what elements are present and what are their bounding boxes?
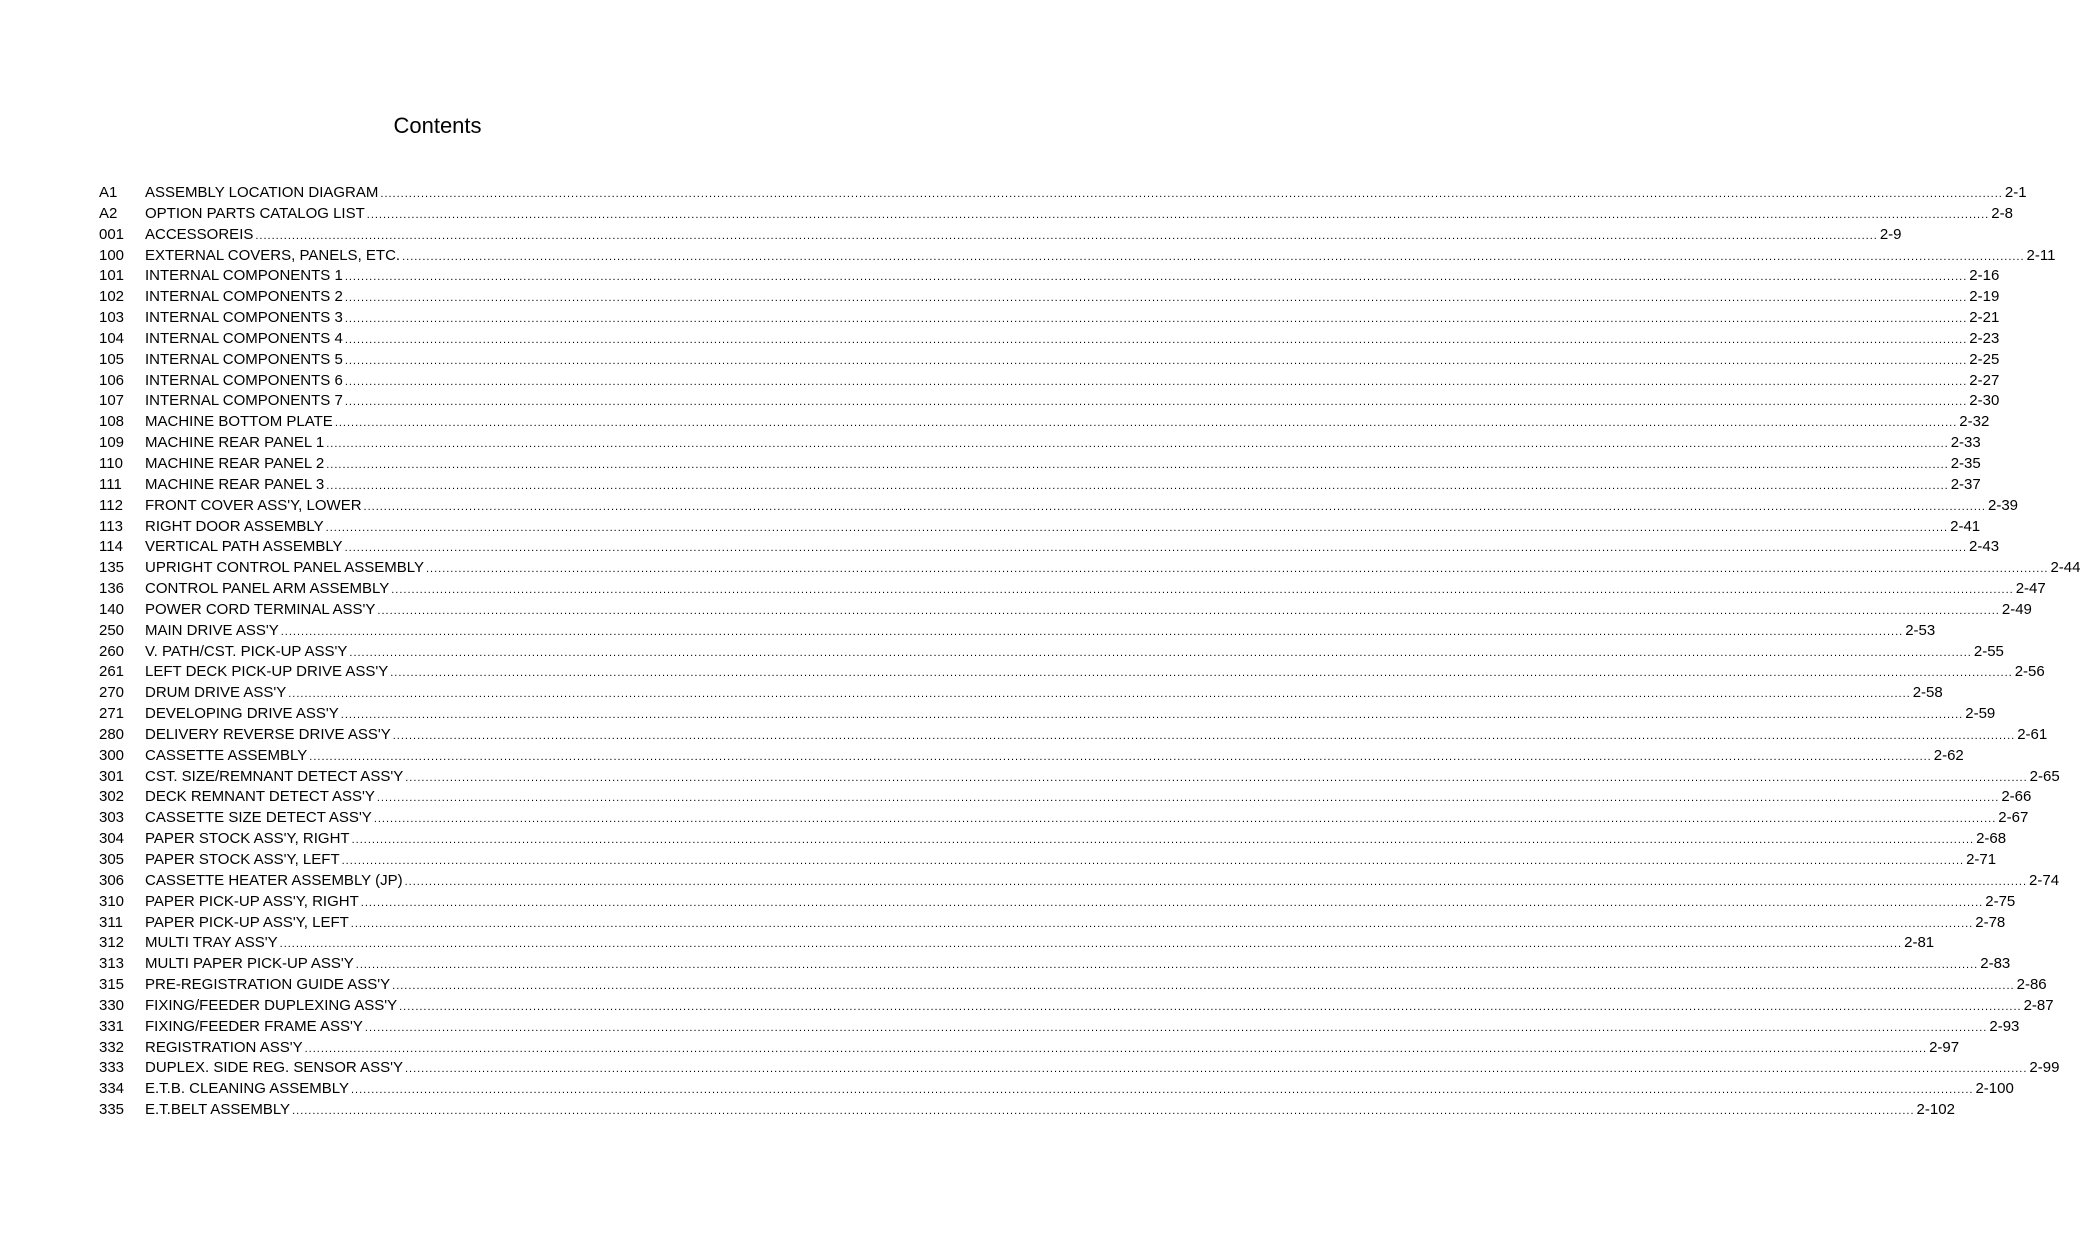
toc-entry-page-number: 2-62 [1933, 746, 1964, 764]
toc-entry[interactable] [99, 475, 1981, 496]
toc-entry[interactable] [99, 683, 1943, 704]
toc-entry-code: 270 [99, 684, 125, 702]
toc-entry[interactable] [99, 517, 1981, 538]
toc-entry-page-number: 2-61 [2017, 725, 2048, 743]
toc-entry-title: CONTROL PANEL ARM ASSEMBLY [145, 580, 390, 598]
toc-entry[interactable] [99, 412, 1990, 433]
toc-dot-leader: ................................................................................................................................................................................................................................................................................................................................................................................................................ [340, 709, 1964, 722]
toc-entry-title: PAPER STOCK ASS'Y, RIGHT [145, 830, 350, 848]
toc-entry-title: CASSETTE HEATER ASSEMBLY (JP) [145, 871, 403, 889]
toc-entry-page-number: 2-44 [2050, 559, 2080, 577]
toc-entry-title: UPRIGHT CONTROL PANEL ASSEMBLY [145, 559, 424, 577]
toc-entry-page-number: 2-8 [1991, 204, 2013, 222]
toc-dot-leader: ................................................................................................................................................................................................................................................................................................................................................................................................................ [380, 188, 2003, 200]
toc-dot-leader: ................................................................................................................................................................................................................................................................................................................................................................................................................ [404, 875, 2028, 888]
toc-entry[interactable] [99, 725, 2048, 746]
toc-entry[interactable] [99, 642, 2004, 663]
toc-entry-title: LEFT DECK PICK-UP DRIVE ASS'Y [145, 663, 389, 681]
toc-entry-code: 312 [99, 934, 125, 952]
toc-entry[interactable] [99, 1017, 2020, 1038]
toc-entry-page-number: 2-58 [1912, 684, 1943, 702]
toc-entry-page-number: 2-74 [2029, 871, 2060, 889]
toc-entry[interactable] [99, 391, 2000, 412]
toc-dot-leader: ................................................................................................................................................................................................................................................................................................................................................................................................................ [363, 500, 1986, 513]
toc-dot-leader: ................................................................................................................................................................................................................................................................................................................................................................................................................ [280, 625, 1904, 638]
toc-entry-title: ASSEMBLY LOCATION DIAGRAM [145, 184, 379, 201]
toc-entry[interactable] [99, 1058, 2060, 1079]
toc-entry-code: 114 [99, 538, 123, 556]
toc-entry-title: POWER CORD TERMINAL ASS'Y [145, 600, 376, 618]
toc-entry-title: PAPER STOCK ASS'Y, LEFT [145, 851, 340, 868]
toc-entry[interactable] [99, 433, 1981, 454]
toc-entry-title: DEVELOPING DRIVE ASS'Y [145, 705, 339, 723]
toc-entry-code: 306 [99, 871, 125, 889]
toc-dot-leader: ................................................................................................................................................................................................................................................................................................................................................................................................................ [425, 563, 2049, 576]
toc-entry-title: MACHINE REAR PANEL 1 [145, 434, 325, 452]
toc-entry-code: 109 [99, 434, 125, 452]
toc-entry-page-number: 2-71 [1966, 851, 1997, 868]
toc-entry-code: 260 [99, 642, 125, 660]
toc-entry-page-number: 2-9 [1879, 225, 1902, 243]
toc-entry-title: OPTION PARTS CATALOG LIST [145, 204, 365, 222]
toc-entry-code: 106 [99, 371, 125, 389]
toc-entry-title: RIGHT DOOR ASSEMBLY [145, 517, 324, 535]
toc-entry-title: E.T.B. CLEANING ASSEMBLY [145, 1080, 349, 1098]
toc-dot-leader: ................................................................................................................................................................................................................................................................................................................................................................................................................ [344, 396, 1968, 409]
toc-dot-leader: ................................................................................................................................................................................................................................................................................................................................................................................................................ [402, 250, 2025, 263]
toc-entry-page-number: 2-97 [1929, 1038, 1960, 1056]
toc-entry[interactable] [99, 308, 2000, 329]
toc-entry[interactable] [99, 600, 2032, 621]
toc-entry-page-number: 2-65 [2029, 767, 2060, 785]
toc-entry-title: CST. SIZE/REMNANT DETECT ASS'Y [145, 767, 404, 785]
toc-entry[interactable] [99, 996, 2054, 1017]
page-title: Contents [393, 113, 482, 138]
toc-dot-leader: ................................................................................................................................................................................................................................................................................................................................................................................................................ [309, 750, 1932, 763]
toc-entry-code: 330 [99, 996, 125, 1014]
toc-entry-page-number: 2-86 [2016, 976, 2047, 994]
toc-dot-leader: ................................................................................................................................................................................................................................................................................................................................................................................................................ [350, 1084, 1974, 1097]
toc-entry[interactable] [99, 350, 2000, 371]
toc-entry-title: EXTERNAL COVERS, PANELS, ETC. [145, 246, 401, 264]
toc-dot-leader: ................................................................................................................................................................................................................................................................................................................................................................................................................ [391, 584, 2014, 597]
toc-entry-page-number: 2-39 [1988, 496, 2019, 514]
toc-dot-leader: ................................................................................................................................................................................................................................................................................................................................................................................................................ [334, 417, 1958, 430]
toc-entry-title: MULTI TRAY ASS'Y [145, 934, 278, 952]
toc-dot-leader: ................................................................................................................................................................................................................................................................................................................................................................................................................ [404, 1063, 2028, 1076]
toc-entry[interactable] [99, 454, 1981, 475]
toc-entry-code: 303 [99, 809, 125, 827]
toc-entry-code: 112 [99, 496, 123, 514]
toc-entry-page-number: 2-30 [1969, 392, 2000, 410]
toc-entry-page-number: 2-23 [1969, 329, 2000, 347]
toc-dot-leader: ................................................................................................................................................................................................................................................................................................................................................................................................................ [326, 438, 1949, 451]
toc-entry-page-number: 2-35 [1950, 454, 1981, 472]
toc-dot-leader: ................................................................................................................................................................................................................................................................................................................................................................................................................ [350, 917, 1974, 930]
toc-entry-code: 311 [99, 913, 123, 931]
toc-dot-leader: ................................................................................................................................................................................................................................................................................................................................................................................................................ [355, 959, 1979, 972]
toc-entry[interactable] [99, 829, 2007, 850]
toc-entry[interactable] [99, 558, 2080, 579]
toc-dot-leader: ................................................................................................................................................................................................................................................................................................................................................................................................................ [349, 646, 1972, 659]
toc-entry-page-number: 2-33 [1950, 434, 1981, 452]
toc-entry-page-number: 2-49 [2001, 600, 2032, 618]
toc-entry[interactable] [99, 808, 2029, 829]
toc-entry-page-number: 2-41 [1950, 517, 1981, 535]
toc-entry-page-number: 2-21 [1969, 309, 2000, 327]
toc-entry-title: INTERNAL COMPONENTS 6 [145, 371, 343, 389]
toc-entry-page-number: 2-25 [1969, 350, 2000, 368]
toc-entry[interactable] [99, 913, 2006, 934]
toc-entry-code: 001 [99, 225, 125, 243]
toc-entry-page-number: 2-100 [1975, 1080, 2014, 1098]
toc-entry-code: 310 [99, 892, 125, 910]
toc-dot-leader: ................................................................................................................................................................................................................................................................................................................................................................................................................ [344, 542, 1968, 555]
toc-entry-page-number: 2-87 [2023, 996, 2054, 1014]
toc-entry-code: 271 [99, 705, 125, 723]
toc-entry-page-number: 2-81 [1904, 934, 1935, 952]
toc-entry-code: 108 [99, 413, 125, 431]
toc-entry-code: 135 [99, 559, 125, 577]
toc-entry-title: MULTI PAPER PICK-UP ASS'Y [145, 955, 354, 973]
toc-entry[interactable] [99, 954, 2011, 975]
toc-entry-page-number: 2-32 [1959, 413, 1990, 431]
toc-entry-page-number: 2-16 [1969, 267, 2000, 285]
toc-entry-code: 103 [99, 309, 125, 327]
toc-entry-page-number: 2-66 [2001, 788, 2032, 806]
toc-dot-leader: ................................................................................................................................................................................................................................................................................................................................................................................................................ [376, 792, 2000, 805]
toc-entry[interactable] [99, 496, 2019, 517]
toc-entry-page-number: 2-55 [1973, 642, 2004, 660]
toc-entry-page-number: 2-1 [2004, 184, 2027, 201]
toc-entry[interactable] [99, 746, 1964, 767]
toc-entry[interactable] [99, 183, 2027, 204]
toc-entry[interactable] [99, 1038, 1960, 1059]
toc-entry[interactable] [99, 704, 1996, 725]
toc-entry[interactable] [99, 329, 2000, 350]
toc-dot-leader: ................................................................................................................................................................................................................................................................................................................................................................................................................ [325, 521, 1949, 534]
toc-entry-title: REGISTRATION ASS'Y [145, 1038, 303, 1056]
toc-dot-leader: ................................................................................................................................................................................................................................................................................................................................................................................................................ [390, 667, 2013, 680]
toc-entry-code: 102 [99, 288, 125, 306]
toc-entry-page-number: 2-75 [1985, 892, 2016, 910]
toc-entry-title: FIXING/FEEDER FRAME ASS'Y [145, 1017, 363, 1035]
toc-dot-leader: ................................................................................................................................................................................................................................................................................................................................................................................................................ [344, 375, 1968, 388]
toc-entry-page-number: 2-53 [1905, 621, 1936, 639]
toc-entry-page-number: 2-67 [1998, 809, 2029, 827]
toc-entry-code: 300 [99, 746, 125, 764]
toc-dot-leader: ................................................................................................................................................................................................................................................................................................................................................................................................................ [326, 479, 1949, 492]
toc-entry-code: 105 [99, 350, 125, 368]
toc-entry-page-number: 2-102 [1916, 1101, 1955, 1119]
table-of-contents [99, 183, 2080, 1121]
toc-entry-code: 110 [99, 454, 123, 472]
toc-entry[interactable] [99, 1100, 1955, 1121]
toc-dot-leader: ................................................................................................................................................................................................................................................................................................................................................................................................................ [344, 354, 1968, 367]
toc-entry-code: 332 [99, 1038, 125, 1056]
toc-dot-leader: ................................................................................................................................................................................................................................................................................................................................................................................................................ [344, 292, 1968, 305]
toc-entry-title: CASSETTE SIZE DETECT ASS'Y [145, 809, 372, 827]
toc-entry[interactable] [99, 246, 2056, 267]
toc-entry-title: INTERNAL COMPONENTS 4 [145, 329, 343, 347]
toc-entry[interactable] [99, 871, 2060, 892]
toc-entry-title: CASSETTE ASSEMBLY [145, 746, 308, 764]
toc-dot-leader: ................................................................................................................................................................................................................................................................................................................................................................................................................ [392, 729, 2016, 742]
toc-entry-title: VERTICAL PATH ASSEMBLY [145, 538, 343, 556]
toc-entry-title: DUPLEX. SIDE REG. SENSOR ASS'Y [145, 1059, 403, 1077]
toc-entry-code: 101 [99, 267, 125, 285]
toc-entry-title: V. PATH/CST. PICK-UP ASS'Y [145, 642, 348, 660]
toc-entry-code: 140 [99, 600, 125, 618]
toc-entry-page-number: 2-47 [2015, 580, 2046, 598]
toc-dot-leader: ................................................................................................................................................................................................................................................................................................................................................................................................................ [405, 771, 2028, 784]
toc-entry-code: 315 [99, 976, 125, 994]
toc-dot-leader: ................................................................................................................................................................................................................................................................................................................................................................................................................ [360, 896, 1984, 909]
toc-entry[interactable] [99, 850, 1997, 871]
toc-entry-code: 100 [99, 246, 125, 264]
toc-entry-page-number: 2-59 [1965, 705, 1996, 723]
toc-dot-leader: ................................................................................................................................................................................................................................................................................................................................................................................................................ [399, 1000, 2022, 1013]
toc-entry-page-number: 2-78 [1975, 913, 2006, 931]
toc-entry-title: FIXING/FEEDER DUPLEXING ASS'Y [145, 996, 398, 1014]
toc-entry-page-number: 2-43 [1969, 538, 2000, 556]
toc-entry[interactable] [99, 287, 2000, 308]
toc-dot-leader: ................................................................................................................................................................................................................................................................................................................................................................................................................ [326, 458, 1949, 471]
toc-entry-title: INTERNAL COMPONENTS 1 [145, 267, 343, 285]
toc-entry-code: 335 [99, 1101, 125, 1119]
toc-entry-title: MACHINE REAR PANEL 2 [145, 454, 325, 472]
toc-dot-leader: ................................................................................................................................................................................................................................................................................................................................................................................................................ [292, 1105, 1915, 1118]
toc-entry[interactable] [99, 204, 2013, 225]
toc-entry-page-number: 2-27 [1969, 371, 2000, 389]
toc-entry-code: 113 [99, 517, 123, 535]
toc-dot-leader: ................................................................................................................................................................................................................................................................................................................................................................................................................ [344, 271, 1968, 284]
toc-entry-page-number: 2-19 [1969, 288, 2000, 306]
toc-entry-title: INTERNAL COMPONENTS 5 [145, 350, 343, 368]
toc-dot-leader: ................................................................................................................................................................................................................................................................................................................................................................................................................ [255, 229, 1878, 242]
toc-entry-title: PAPER PICK-UP ASS'Y, RIGHT [145, 892, 359, 910]
toc-entry-code: A2 [99, 204, 118, 222]
toc-entry-title: MACHINE BOTTOM PLATE [145, 413, 333, 431]
toc-entry-title: FRONT COVER ASS'Y, LOWER [145, 496, 362, 514]
toc-dot-leader: ................................................................................................................................................................................................................................................................................................................................................................................................................ [377, 604, 2000, 617]
toc-entry-page-number: 2-99 [2029, 1059, 2060, 1077]
toc-entry[interactable] [99, 579, 2046, 600]
toc-entry[interactable] [99, 933, 1935, 954]
toc-entry[interactable] [99, 371, 2000, 392]
toc-entry-code: 136 [99, 580, 125, 598]
toc-entry[interactable] [99, 621, 1936, 642]
toc-entry-code: 333 [99, 1059, 125, 1077]
toc-entry[interactable] [99, 266, 2000, 287]
toc-dot-leader: ................................................................................................................................................................................................................................................................................................................................................................................................................ [344, 313, 1968, 326]
toc-dot-leader: ................................................................................................................................................................................................................................................................................................................................................................................................................ [344, 333, 1968, 346]
toc-entry-code: 304 [99, 830, 125, 848]
toc-entry-code: 313 [99, 955, 125, 973]
toc-dot-leader: ................................................................................................................................................................................................................................................................................................................................................................................................................ [364, 1021, 1988, 1034]
toc-entry-code: 107 [99, 392, 125, 410]
toc-entry-code: A1 [99, 184, 118, 201]
toc-dot-leader: ................................................................................................................................................................................................................................................................................................................................................................................................................ [366, 208, 1990, 221]
toc-entry-title: MACHINE REAR PANEL 3 [145, 475, 325, 493]
toc-entry[interactable] [99, 225, 1902, 246]
toc-entry-title: INTERNAL COMPONENTS 7 [145, 392, 343, 410]
toc-dot-leader: ................................................................................................................................................................................................................................................................................................................................................................................................................ [304, 1042, 1928, 1055]
toc-entry-title: MAIN DRIVE ASS'Y [145, 621, 279, 639]
toc-entry-title: DRUM DRIVE ASS'Y [145, 684, 287, 702]
toc-dot-leader: ................................................................................................................................................................................................................................................................................................................................................................................................................ [341, 855, 1965, 867]
toc-entry[interactable] [99, 1079, 2014, 1100]
toc-entry[interactable] [99, 537, 2000, 558]
toc-dot-leader: ................................................................................................................................................................................................................................................................................................................................................................................................................ [373, 813, 1997, 826]
toc-entry[interactable] [99, 767, 2060, 788]
toc-entry[interactable] [99, 975, 2047, 996]
toc-entry-title: ACCESSOREIS [145, 225, 254, 243]
toc-entry-page-number: 2-37 [1950, 475, 1981, 493]
toc-entry-code: 280 [99, 725, 125, 743]
toc-entry[interactable] [99, 662, 2045, 683]
toc-entry-title: PRE-REGISTRATION GUIDE ASS'Y [145, 976, 391, 994]
toc-entry-title: DELIVERY REVERSE DRIVE ASS'Y [145, 725, 391, 743]
toc-entry-title: PAPER PICK-UP ASS'Y, LEFT [145, 913, 349, 931]
toc-entry-code: 302 [99, 788, 125, 806]
toc-entry-page-number: 2-83 [1980, 955, 2011, 973]
toc-entry-title: E.T.BELT ASSEMBLY [145, 1101, 291, 1119]
toc-entry-code: 250 [99, 621, 125, 639]
toc-dot-leader: ................................................................................................................................................................................................................................................................................................................................................................................................................ [279, 938, 1903, 951]
toc-entry-code: 305 [99, 851, 125, 868]
toc-entry-code: 301 [99, 767, 125, 785]
toc-entry-code: 111 [99, 475, 122, 493]
toc-entry-code: 331 [99, 1017, 125, 1035]
toc-entry-code: 334 [99, 1080, 125, 1098]
toc-entry-page-number: 2-11 [2026, 246, 2056, 264]
toc-entry-title: INTERNAL COMPONENTS 3 [145, 309, 343, 327]
toc-dot-leader: ................................................................................................................................................................................................................................................................................................................................................................................................................ [351, 834, 1975, 847]
toc-entry[interactable] [99, 787, 2032, 808]
toc-dot-leader: ................................................................................................................................................................................................................................................................................................................................................................................................................ [288, 688, 1911, 701]
toc-entry-title: INTERNAL COMPONENTS 2 [145, 288, 343, 306]
toc-entry-title: DECK REMNANT DETECT ASS'Y [145, 788, 375, 806]
toc-entry-page-number: 2-68 [1976, 830, 2007, 848]
toc-entry-page-number: 2-93 [1989, 1017, 2020, 1035]
toc-entry-code: 104 [99, 329, 125, 347]
toc-entry-code: 261 [99, 663, 125, 681]
toc-dot-leader: ................................................................................................................................................................................................................................................................................................................................................................................................................ [392, 980, 2015, 993]
toc-entry-page-number: 2-56 [2014, 663, 2045, 681]
toc-entry[interactable] [99, 892, 2016, 913]
